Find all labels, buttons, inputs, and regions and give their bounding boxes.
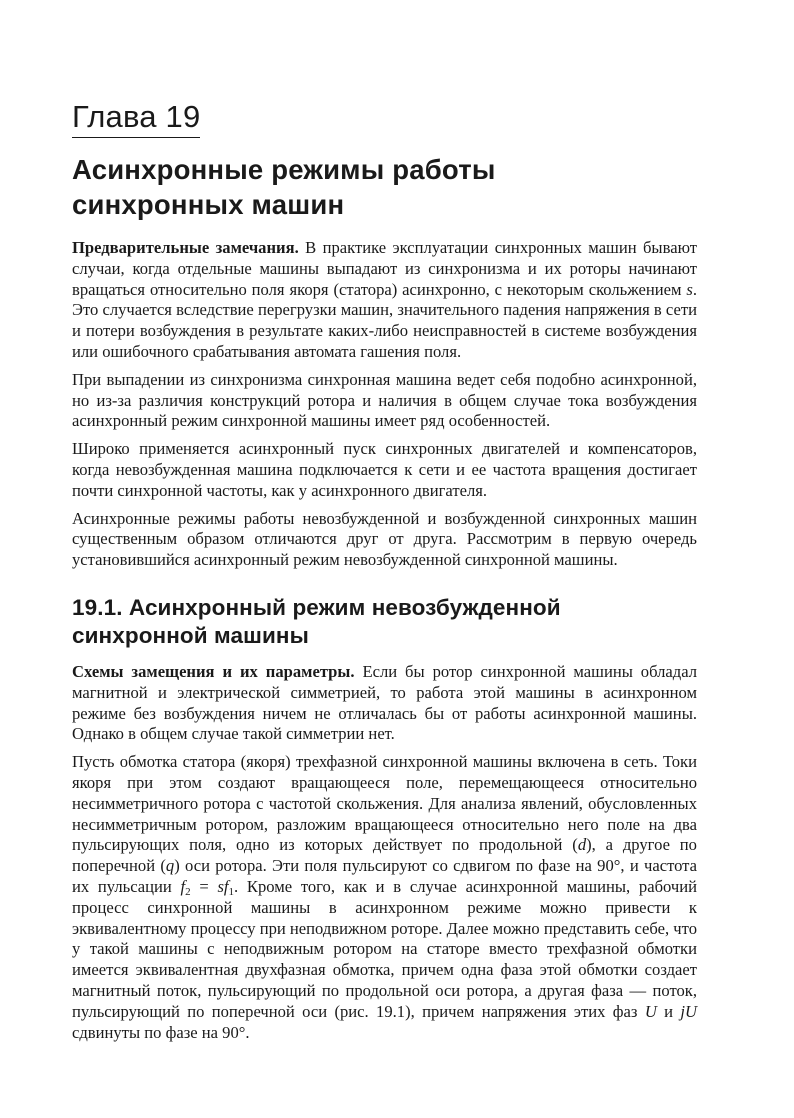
page (72, 100, 697, 1043)
formula-equals: = (190, 876, 218, 896)
chapter-header (72, 100, 697, 138)
section-p1-text: Если бы ротор синхронной машины обладал магнитной и электрической симметрией, то работа этой машины в асинхронном режиме без возбуждения ничем не отличалась бы от работы асинхронной машины. Однако в общем случае такой симметрии нет. (72, 661, 697, 744)
section-p2-text-5: и (656, 1001, 681, 1021)
section-title-line-2: синхронной машины (72, 622, 309, 648)
section-paragraph-2 (72, 752, 697, 1043)
section-p2-text-4: . Кроме того, как и в случае асинхронной машины, рабочий процесс синхронной машины в асинхронном режиме можно привести к эквивалентному процессу при неподвижном роторе. Далее можно представить себе, что у такой машины с неподвижным ротором на статоре вместо трехфазной обмотки имеется эквивалентная двухфазная обмотка, причем одна фаза этой обмотки создает магнитный поток, пульсирующий по продольной оси ротора, а другая фаза — поток, пульсирующий по поперечной оси (рис. 19.1), причем напряжения этих фаз (72, 876, 698, 1021)
chapter-label: Глава 19 (72, 100, 200, 138)
formula-sf: sf (217, 876, 229, 896)
chapter-title (72, 152, 697, 222)
d-axis-symbol: d (577, 835, 587, 855)
formula-f: f (180, 876, 186, 896)
q-axis-symbol: q (165, 856, 175, 876)
section-p2-text-1: Пусть обмотка статора (якоря) трехфазной синхронной машины включена в сеть. Токи якоря при этом создают вращающееся поле, перемещающееся относительно несимметричного ротора с частотой скольжения. Для анализа явлений, обусловленных несимметричным ротором, разложим вращающееся относительно него поле на два пульсирующих поля, одно из которых действует по продольной ( (72, 752, 697, 855)
section-run-in-heading: Схемы замещения и их параметры. (72, 661, 355, 681)
intro-p1-text-b: . Это случается вследствие перегрузки машин, значительного падения напряжения в сети и потери возбуждения в результате каких-либо неисправностей в системе возбуждения или ошибочного срабатывания автомата гашения поля. (72, 279, 697, 361)
section-p2-text-6: сдвинуты по фазе на 90°. (72, 1022, 250, 1042)
formula-sf-subscript: 1 (228, 885, 235, 898)
intro-run-in-heading: Предварительные замечания. (72, 238, 299, 257)
voltage-ju-symbol: jU (680, 1001, 697, 1021)
section-p2-text-2: ), а другое по поперечной ( (72, 835, 697, 876)
formula-f-subscript: 2 (185, 885, 191, 898)
intro-paragraph-3: Широко применяется асинхронный пуск синхронных двигателей и компенсаторов, когда невозбужденная машина подключается к сети и ее частота вращения достигает почти синхронной частоты, как у асинхронного двигателя. (72, 439, 697, 500)
formula-f2 (181, 877, 235, 896)
intro-paragraph-4: Асинхронные режимы работы невозбужденной и возбужденной синхронных машин существенным образом отличаются друг от друга. Рассмотрим в первую очередь установившийся асинхронный режим невозбужденной синхронной машины. (72, 508, 697, 570)
chapter-title-line-2: синхронных машин (72, 189, 345, 220)
slip-symbol: s (686, 279, 693, 299)
section-p2-text-3: ) оси ротора. Эти поля пульсируют со сдвигом по фазе на 90°, и частота их пульсации (72, 856, 697, 896)
chapter-title-line-1: Асинхронные режимы работы (72, 154, 496, 185)
intro-paragraph-1 (72, 238, 697, 363)
intro-paragraph-2: При выпадении из синхронизма синхронная машина ведет себя подобно асинхронной, но из-за различия конструкций ротора и наличия в общем случае тока возбуждения асинхронный режим синхронной машины имеет ряд особенностей. (72, 369, 697, 431)
section-paragraph-1 (72, 662, 697, 745)
section-title (72, 594, 697, 650)
section-title-line-1: 19.1. Асинхронный режим невозбужденной (72, 594, 561, 620)
voltage-u-symbol: U (644, 1001, 657, 1021)
intro-p1-text-a: В практике эксплуатации синхронных машин бывают случаи, когда отдельные машины выпадают из синхронизма и их роторы начинают вращаться относительно поля якоря (статора) асинхронно, с некоторым скольжением (72, 238, 697, 299)
